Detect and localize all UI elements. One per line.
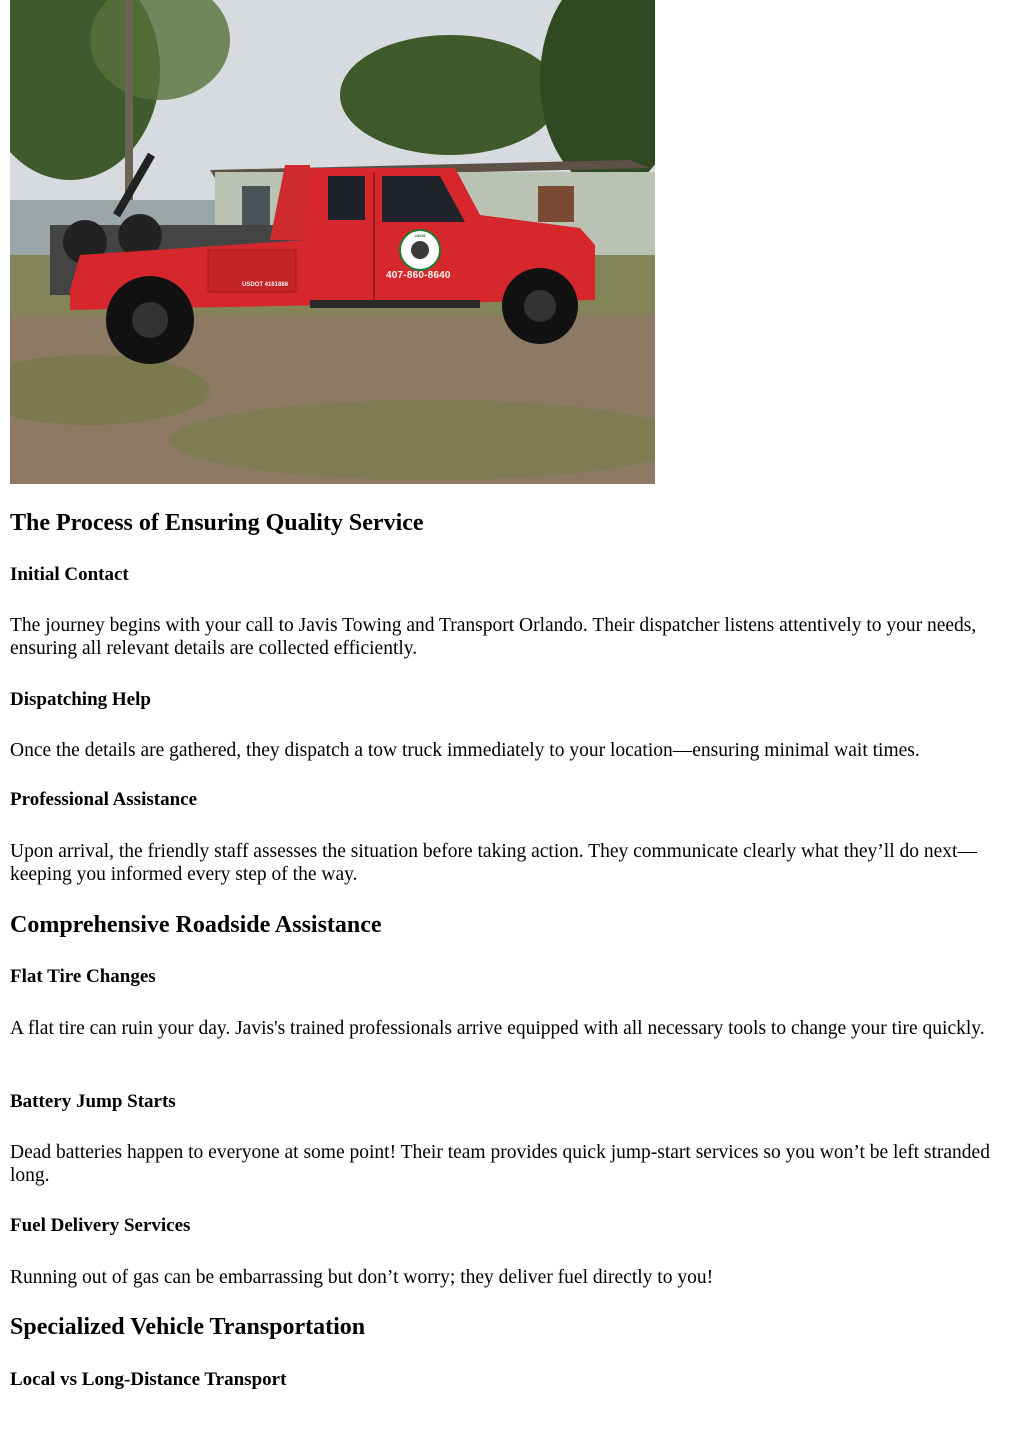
subheading-local-vs-long-distance: Local vs Long-Distance Transport: [10, 1369, 287, 1390]
truck-phone-number: 407-860-8640: [386, 270, 451, 281]
truck-logo-text: JAVIS: [414, 233, 426, 238]
truck-usdot-number: USDOT 4161886: [242, 282, 289, 288]
section-heading-quality-service: The Process of Ensuring Quality Service: [10, 510, 424, 536]
article: [10, 0, 1014, 1390]
subheading-initial-contact: Initial Contact: [10, 564, 129, 585]
section-heading-roadside-assistance: Comprehensive Roadside Assistance: [10, 912, 382, 938]
tow-truck-illustration: [10, 0, 655, 484]
subheading-fuel-delivery: Fuel Delivery Services: [10, 1215, 191, 1236]
subheading-flat-tire-changes: Flat Tire Changes: [10, 966, 156, 987]
subheading-dispatching-help: Dispatching Help: [10, 689, 151, 710]
paragraph-dispatching-help: Once the details are gathered, they dispatch a tow truck immediately to your location—ensuring minimal wait times.: [10, 740, 920, 761]
paragraph-fuel-delivery: Running out of gas can be embarrassing but don’t worry; they deliver fuel directly to you!: [10, 1267, 714, 1288]
paragraph-professional-assistance: Upon arrival, the friendly staff assesses the situation before taking action. They communicate clearly what they’ll do next—keeping you informed every step of the way.: [10, 841, 977, 885]
paragraph-battery-jump-starts: Dead batteries happen to everyone at some point! Their team provides quick jump-start services so you won’t be left stranded long.: [10, 1142, 990, 1186]
subheading-battery-jump-starts: Battery Jump Starts: [10, 1091, 176, 1112]
tow-truck-photo: [10, 0, 655, 484]
paragraph-flat-tire-changes: A flat tire can ruin your day. Javis's trained professionals arrive equipped with all necessary tools to change your tire quickly.: [10, 1018, 985, 1039]
section-heading-vehicle-transportation: Specialized Vehicle Transportation: [10, 1314, 366, 1340]
paragraph-initial-contact: The journey begins with your call to Javis Towing and Transport Orlando. Their dispatcher listens attentively to your needs, ensuring all relevant details are collected efficiently.: [10, 615, 977, 659]
subheading-professional-assistance: Professional Assistance: [10, 789, 198, 810]
